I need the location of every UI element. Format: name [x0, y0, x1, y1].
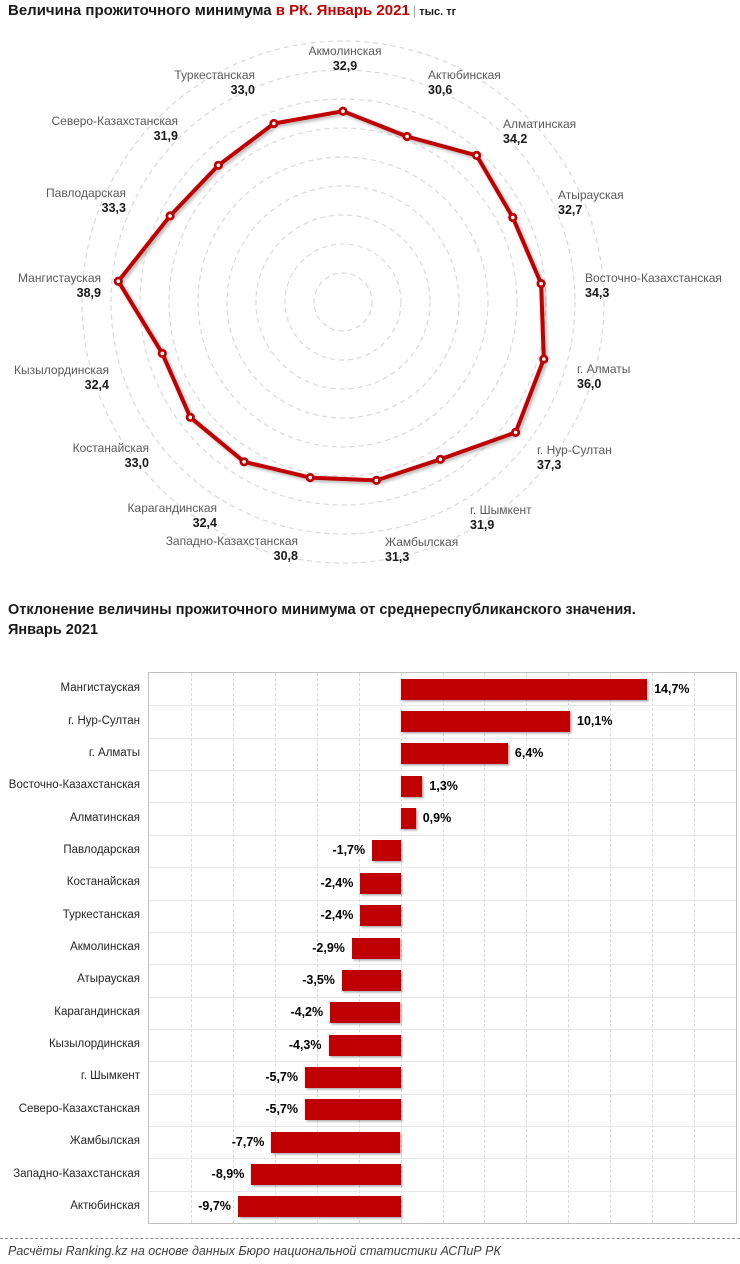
radar-category-name: Западно-Казахстанская	[165, 534, 298, 548]
bar-value-label: -8,9%	[211, 1167, 245, 1181]
radar-category-name: Мангистауская	[18, 271, 101, 285]
bar-category-label: Жамбылская	[69, 1135, 140, 1148]
radar-gridline-ring	[314, 273, 372, 331]
row-gridline	[149, 770, 736, 771]
radar-data-point	[159, 350, 165, 356]
bar	[271, 1132, 400, 1153]
radar-value-label: 32,4	[84, 378, 109, 392]
bar-value-label: -7,7%	[231, 1134, 265, 1149]
bar-category-labels	[0, 672, 140, 1222]
bar	[401, 743, 508, 764]
bar-category-label: Павлодарская	[63, 843, 140, 856]
radar-value-label: 32,9	[332, 59, 358, 73]
bar-value-label: 6,4%	[514, 746, 544, 761]
bar-category-label: Акмолинская	[70, 941, 140, 954]
radar-value-label: 38,9	[76, 286, 101, 300]
row-gridline	[149, 997, 736, 998]
radar-value-label: 32,4	[192, 516, 217, 530]
bar-value-label: 0,9%	[422, 811, 452, 826]
radar-value-label: 31,3	[385, 550, 410, 564]
radar-value-label: 32,7	[558, 203, 583, 217]
bar-category-label: Костанайская	[66, 876, 140, 889]
bar-category-label: Туркестанская	[62, 908, 140, 921]
row-gridline	[149, 1029, 736, 1030]
bar-value-label: -9,7%	[198, 1199, 231, 1214]
bar-value-label: -5,7%	[265, 1069, 298, 1084]
bar-category-label: Кызылординская	[48, 1038, 140, 1051]
bar	[360, 905, 400, 926]
radar-data-point	[473, 152, 479, 158]
radar-data-point	[307, 474, 313, 480]
radar-value-label: 34,3	[585, 286, 610, 300]
bar	[238, 1196, 401, 1217]
row-gridline	[149, 867, 736, 868]
radar-gridline-ring	[198, 157, 488, 447]
radar-value-label: 33,3	[101, 201, 126, 215]
row-gridline	[149, 738, 736, 739]
bar-value-label: 14,7%	[654, 681, 690, 696]
bar	[305, 1099, 401, 1120]
vertical-gridline	[652, 673, 653, 1223]
bar-chart-title	[8, 600, 636, 640]
bar-value-label: -2,4%	[320, 908, 354, 923]
radar-category-name: г. Алматы	[577, 362, 631, 376]
bar-value-label: -4,2%	[290, 1005, 324, 1020]
radar-category-name: Северо-Казахстанская	[51, 114, 178, 128]
radar-gridline-ring	[227, 186, 459, 418]
bar	[372, 840, 401, 861]
row-gridline	[149, 1191, 736, 1192]
bar-value-label: -1,7%	[332, 843, 366, 858]
radar-title-accent: в РК. Январь 2021	[275, 2, 410, 19]
radar-value-label: 37,3	[537, 458, 562, 472]
radar-category-name: Алматинская	[503, 117, 577, 131]
row-gridline	[149, 1061, 736, 1062]
radar-value-label: 31,9	[153, 129, 178, 143]
radar-category-name: Жамбылская	[385, 535, 459, 549]
radar-data-point	[538, 280, 544, 286]
radar-category-name: Кызылординская	[14, 363, 109, 377]
radar-category-name: Акмолинская	[308, 44, 382, 58]
bar	[330, 1002, 400, 1023]
radar-data-point	[340, 108, 346, 114]
radar-category-name: Карагандинская	[127, 501, 217, 515]
radar-data-point	[373, 477, 379, 483]
vertical-gridline	[568, 673, 569, 1223]
bar-category-label: Северо-Казахстанская	[18, 1102, 140, 1115]
bar-category-label: Восточно-Казахстанская	[8, 779, 140, 792]
deviation-bar-chart-section	[0, 598, 740, 1238]
bar	[360, 873, 400, 894]
radar-gridline-ring	[111, 70, 575, 534]
bar-category-label: Атырауская	[77, 973, 140, 986]
row-gridline	[149, 705, 736, 706]
radar-category-name: Актюбинская	[428, 68, 501, 82]
radar-value-label: 34,2	[503, 132, 528, 146]
bar	[251, 1164, 400, 1185]
bar	[401, 679, 648, 700]
row-gridline	[149, 900, 736, 901]
vertical-gridline	[694, 673, 695, 1223]
bar	[352, 938, 401, 959]
radar-category-name: Восточно-Казахстанская	[585, 271, 722, 285]
bar-value-label: -2,4%	[320, 875, 354, 890]
radar-value-label: 31,9	[470, 518, 495, 532]
source-text: Расчёты Ranking.kz на основе данных Бюро национальной статистики АСПиР РК	[8, 1244, 501, 1258]
radar-value-label: 36,0	[577, 377, 602, 391]
bar-title-line1: Отклонение величины прожиточного минимума от среднереспубликанского значения.	[8, 602, 636, 618]
bar	[305, 1067, 401, 1088]
radar-category-name: Туркестанская	[174, 68, 255, 82]
bar-category-label: Западно-Казахстанская	[13, 1167, 140, 1180]
bar-category-label: г. Нур-Султан	[68, 714, 140, 727]
radar-title-unit: тыс. тг	[419, 6, 457, 18]
radar-value-label: 33,0	[124, 456, 149, 470]
bar-value-label: -3,5%	[302, 972, 335, 987]
radar-data-point	[404, 133, 410, 139]
radar-gridline-ring	[82, 41, 604, 563]
row-gridline	[149, 1126, 736, 1127]
bar-category-label: г. Шымкент	[80, 1070, 140, 1083]
bar-value-label: 10,1%	[577, 714, 613, 728]
bar	[401, 711, 570, 732]
radar-data-point	[187, 414, 193, 420]
radar-gridline-ring	[256, 215, 430, 389]
radar-chart-section	[0, 0, 740, 598]
vertical-gridline	[610, 673, 611, 1223]
radar-category-name: Атырауская	[558, 188, 624, 202]
radar-title-main: Величина прожиточного минимума	[8, 2, 276, 19]
radar-data-point	[271, 120, 277, 126]
radar-value-label: 30,8	[273, 549, 298, 563]
radar-gridline-ring	[285, 244, 401, 360]
radar-category-name: Костанайская	[72, 441, 149, 455]
row-gridline	[149, 835, 736, 836]
bar	[401, 808, 416, 829]
radar-category-name: г. Нур-Султан	[537, 443, 612, 457]
source-footer	[0, 1238, 740, 1258]
radar-plot	[0, 0, 740, 598]
title-divider: |	[412, 3, 417, 18]
row-gridline	[149, 964, 736, 965]
row-gridline	[149, 802, 736, 803]
row-gridline	[149, 932, 736, 933]
radar-data-point	[167, 213, 173, 219]
row-gridline	[149, 1158, 736, 1159]
radar-category-name: Павлодарская	[46, 186, 126, 200]
row-gridline	[149, 1094, 736, 1095]
radar-gridline-ring	[169, 128, 517, 476]
radar-data-point	[512, 429, 518, 435]
radar-data-point	[241, 459, 247, 465]
radar-category-name: г. Шымкент	[470, 503, 532, 517]
bar	[329, 1035, 401, 1056]
radar-data-point	[437, 456, 443, 462]
bar-value-label: 1,3%	[429, 778, 458, 793]
bar-category-label: Карагандинская	[54, 1005, 140, 1018]
bar-category-label: г. Алматы	[88, 746, 140, 759]
bar-value-label: -2,9%	[312, 940, 345, 955]
bar-value-label: -4,3%	[288, 1037, 322, 1052]
bar-category-label: Мангистауская	[60, 682, 140, 695]
radar-data-point	[510, 214, 516, 220]
bar	[401, 776, 423, 797]
bar-plot-area	[148, 672, 737, 1224]
radar-value-label: 30,6	[428, 83, 453, 97]
bar-value-label: -5,7%	[265, 1102, 298, 1117]
bar-title-line2: Январь 2021	[8, 622, 99, 638]
radar-value-label: 33,0	[230, 83, 255, 97]
bar-category-label: Актюбинская	[70, 1199, 140, 1212]
bar	[342, 970, 401, 991]
vertical-gridline	[191, 673, 192, 1223]
radar-data-point	[541, 356, 547, 362]
radar-data-point	[215, 162, 221, 168]
radar-data-point	[115, 278, 121, 284]
bar-category-label: Алматинская	[69, 811, 140, 824]
